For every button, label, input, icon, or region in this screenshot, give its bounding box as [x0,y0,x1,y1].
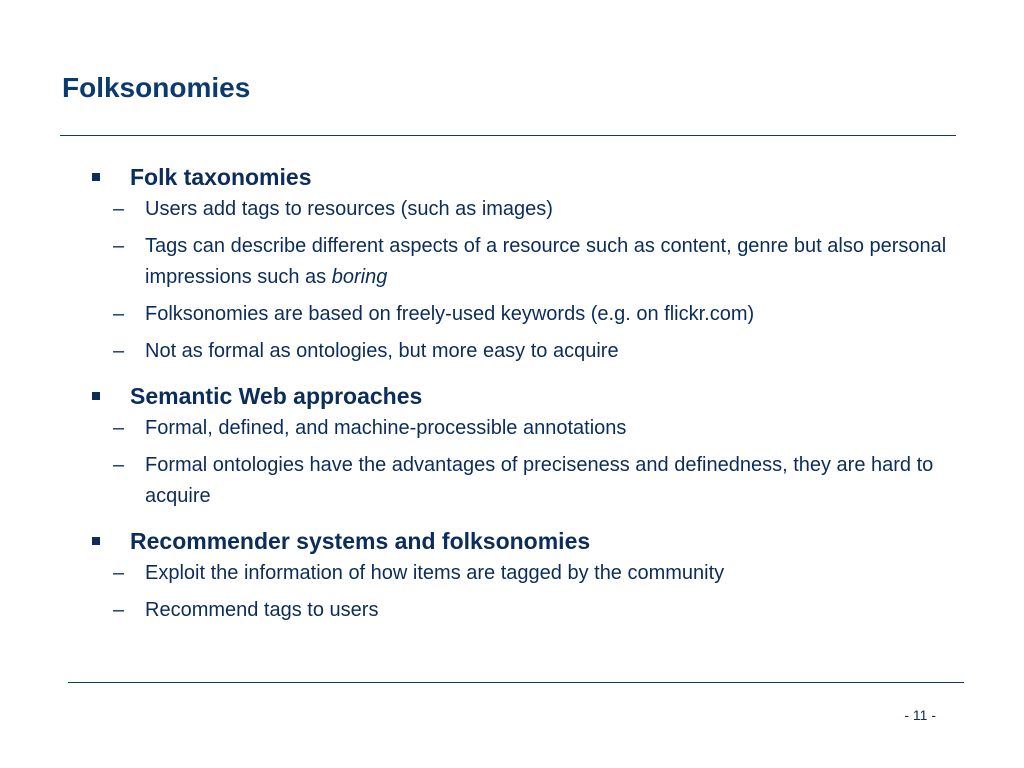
list-item [62,336,962,367]
dash-bullet-icon: – [113,235,125,257]
list-item [62,194,962,225]
list-item-text: Folksonomies are based on freely-used keywords (e.g. on flickr.com) [145,303,755,325]
dash-bullet-icon: – [113,417,125,439]
section-heading-row [62,524,962,558]
sub-bullet-list [62,194,962,367]
list-item-text-main: Tags can describe different aspects of a resource such as content, genre but also personal impressions such as [145,235,947,288]
slide-content [62,160,962,638]
section-semantic-web [62,379,962,512]
sub-bullet-list [62,558,962,626]
list-item-text: Not as formal as ontologies, but more easy to acquire [145,340,619,362]
section-heading-row [62,379,962,413]
square-bullet-icon [92,392,100,400]
emphasis-text: boring [331,266,388,288]
list-item-text: Formal ontologies have the advantages of preciseness and definedness, they are hard to acquire [145,454,934,507]
square-bullet-icon [92,173,100,181]
section-heading: Folk taxonomies [130,163,312,190]
square-bullet-icon [92,537,100,545]
list-item [62,231,962,293]
dash-bullet-icon: – [113,198,125,220]
list-item-text: Exploit the information of how items are tagged by the community [145,562,725,584]
list-item [62,558,962,589]
page-number: - 11 - [904,707,936,723]
section-folk-taxonomies [62,160,962,367]
dash-bullet-icon: – [113,303,125,325]
list-item [62,595,962,626]
slide-title: Folksonomies [62,72,251,103]
section-heading-row [62,160,962,194]
section-heading: Semantic Web approaches [130,382,423,409]
title-divider [60,135,956,136]
list-item [62,450,962,512]
list-item-text: Formal, defined, and machine-processible annotations [145,417,627,439]
dash-bullet-icon: – [113,562,125,584]
footer-divider [68,682,964,683]
dash-bullet-icon: – [113,454,125,476]
list-item-text: Recommend tags to users [145,599,379,621]
dash-bullet-icon: – [113,340,125,362]
list-item-text [145,231,950,293]
section-recommender-systems [62,524,962,626]
list-item [62,413,962,444]
list-item-text: Users add tags to resources (such as images) [145,198,553,220]
sub-bullet-list [62,413,962,512]
dash-bullet-icon: – [113,599,125,621]
section-heading: Recommender systems and folksonomies [130,527,591,554]
list-item [62,299,962,330]
